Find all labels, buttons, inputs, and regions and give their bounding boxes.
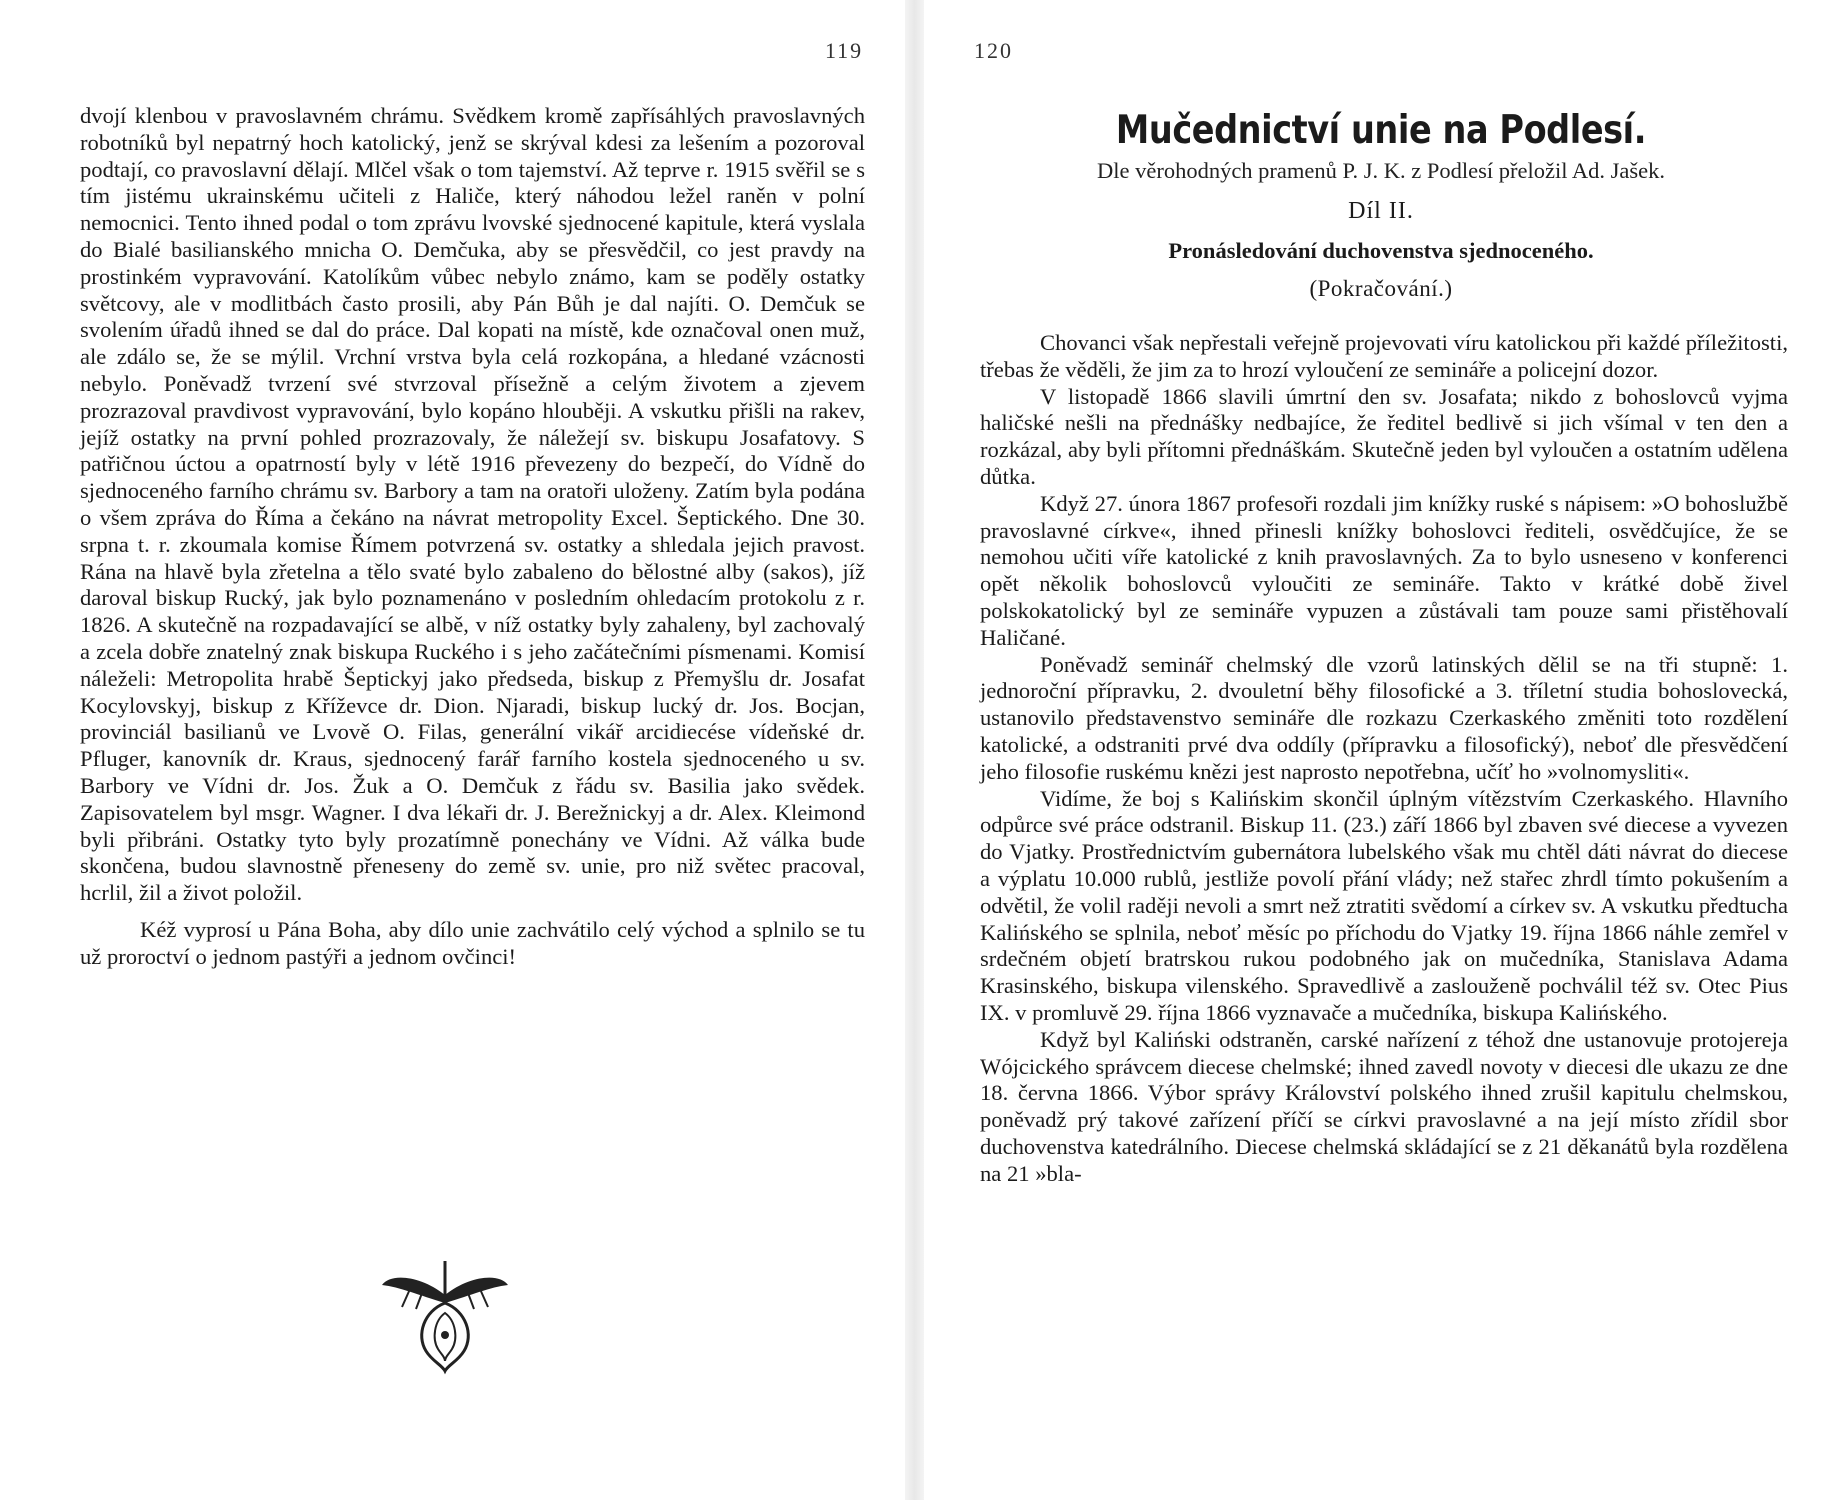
left-body-text [80, 103, 865, 971]
right-body-text [980, 330, 1788, 1188]
part-heading: Díl II. [1348, 198, 1414, 224]
paragraph: dvojí klenbou v pravoslavném chrámu. Svědkem kromě zapřísáhlých pravoslavných robotníků byl nepatrný hoch katolický, jenž se skrýval kdesi za lešením a pozoroval podtají, co pravoslavní dělají. Mlčel však o tom tajemství. Až teprve r. 1915 svěřil se s tím jistému ukrainskému učiteli z Haliče, který náhodou ležel raněn v polní nemocnici. Tento ihned podal o tom zprávu lvovské sjednocené kapitule, která vyslala do Bialé basilianského mnicha O. Demčuka, aby se přesvědčil, co jest pravdy na prostinkém vypravování. Katolíkům vůbec nebylo známo, kam se poděly ostatky světcovy, ale v modlitbách často prosili, aby Pán Bůh je dal najíti. O. Demčuk se svolením úřadů ihned se dal do práce. Dal kopati na místě, kde označoval onen muž, ale zdálo se, že se mýlil. Vrchní vrstva byla celá rozkopána, a hledané vzácnosti nebylo. Poněvadž tvrzení své stvrzoval přísežně a celým životem a zjevem prozrazoval pravdivost vypravování, bylo kopáno hlouběji. A vskutku přišli na rakev, jejíž ostatky na první pohled prozrazovaly, že náležejí sv. biskupu Josafatovy. S patřičnou úctou a opatrností byly v létě 1916 převezeny do bezpečí, do Vídně do sjednoceného farního chrámu sv. Barbory a tam na oratoři uloženy. Zatím byla podána o všem zpráva do Říma a čekáno na návrat metropolity Excel. Šeptického. Dne 30. srpna t. r. zkoumala komise Římem potvrzená sv. ostatky a shledala jejich pravost. Rána na hlavě byla zřetelna a tělo svaté bylo zabaleno do bělostné alby (sakos), jíž daroval biskup Rucký, jak bylo poznamenáno v posledním ohledacím protokolu z r. 1826. A skutečně na rozpadavající se albě, v níž ostatky byly zahaleny, byl zachovalý a zcela dobře znatelný znak biskupa Ruckého i s jeho začátečními písmenami. Komisí náleželi: Metropolita hrabě Šeptickyj jako předseda, biskup z Přemyšlu dr. Josafat Kocylovskyj, biskup z Kříževce dr. Dion. Njaradi, biskup lucký dr. Jos. Bocjan, provinciál basilianů ve Lvově O. Filas, generální vikář arcidiecése vídeňské dr. Pfluger, kanovník dr. Kraus, sjednocený farář farního kostela sjednoceného u sv. Barbory ve Vídni dr. Jos. Žuk a O. Demčuk z řádu sv. Basilia jako svědek. Zapisovatelem byl msgr. Wagner. I dva lékaři dr. J. Berežnickyj a dr. Alex. Kleimond byli přibráni. Ostatky tyto byly prozatímně ponechány ve Vídni. Až válka bude skončena, budou slavnostně přeneseny do země sv. unie, pro niž světec pracoval, hcrlil, žil a život položil. [80, 103, 865, 906]
left-page [0, 0, 905, 1500]
paragraph: Chovanci však nepřestali veřejně projevovati víru katolickou při každé příležitosti, třebas že věděli, že jim za to hrozí vyloučení ze semináře a policejní dozor. [980, 330, 1788, 382]
book-gutter [905, 0, 924, 1500]
paragraph: Poněvadž seminář chelmský dle vzorů latinských dělil se na tři stupně: 1. jednoroční přípravku, 2. dvouletní běhy filosofické a 3. tříletní studia bohoslovecká, ustanovilo představenstvo semináře dle rozkazu Czerkaského změniti toto rozdělení katolické, a odstraniti prvé dva oddíly (přípravku a filosofický), neboť dle přesvědčení jeho filosofie ruskému knězi jest naprosto nepotřebna, učíť ho »volnomysliti«. [980, 651, 1788, 784]
article-title: Mučednictví unie na Podlesí. [1115, 108, 1647, 153]
paragraph: Když byl Kaliński odstraněn, carské nařízení z téhož dne ustanovuje protojereja Wójcického správcem diecese chelmské; ihned zavedl novoty v diecesi dle ukazu ze dne 18. června 1866. Výbor správy Království polského ihned zrušil kapitulu chelmskou, poněvadž prý takové zařízení příčí se církvi pravoslavné a na její místo zřídil sbor duchovenstva katedrálního. Diecese chelmská skládající se z 21 děkanátů byla rozdělena na 21 »bla- [980, 1026, 1788, 1186]
right-page [924, 0, 1838, 1500]
article-credit: Dle věrohodných pramenů P. J. K. z Podlesí přeložil Ad. Jašek. [1096, 158, 1666, 183]
page-number: 119 [825, 38, 864, 63]
paragraph: Vidíme, že boj s Kalińskim skončil úplným vítězstvím Czerkaského. Hlavního odpůrce své práce odstranil. Biskup 11. (23.) září 1866 byl zbaven své diecese a vyvezen do Vjatky. Prostřednictvím gubernátora lubelského však mu chtěl dáti návrat do diecese a výplatu 10.000 rublů, jestliže povolí přání vlády; než stařec zhrdl tímto pokušením a odvětil, že volil raději nevoli a smrt než ztratiti svědomí a církev sv. A vskutku předtucha Kalińského se splnila, neboť měsíc po příchodu do Vjatky 19. října 1866 náhle zemřel v srdečném objetí bratrskou rukou podobného jak on mučedníka, Stanislava Adama Krasinského, biskupa vilenského. Spravedlivě a zaslouženě pochválil též sv. Otec Pius IX. v promluvě 29. října 1866 vyznavače a mučedníka, biskupa Kalińského. [980, 785, 1788, 1025]
closing-paragraph: Kéž vyprosí u Pána Boha, aby dílo unie zachvátilo celý východ a splnilo se tu už proroctví o jednom pastýři a jednom ovčinci! [80, 916, 865, 969]
floral-ornament-icon [380, 1255, 510, 1375]
page-number: 120 [974, 38, 1013, 63]
section-title: Pronásledování duchovenstva sjednoceného. [1168, 238, 1594, 263]
continued-note: (Pokračování.) [1309, 276, 1453, 301]
paragraph: Když 27. února 1867 profesoři rozdali jim knížky ruské s nápisem: »O bohoslužbě pravoslavné církve«, ihned přinesli knížky bohoslovci řediteli, osvědčujíce, že se nemohou učiti víře katolické z knih pravoslavných. Za to bylo usneseno v konferenci opět několik bohoslovců vyloučiti ze semináře. Takto v krátké době živel polskokatolický byl ze semináře vypuzen a zůstávali tam pouze sami přistěhovalí Haličané. [980, 490, 1788, 650]
paragraph: V listopadě 1866 slavili úmrtní den sv. Josafata; nikdo z bohoslovců vyjma haličské nešli na přednášky nedbajíce, že ředitel bedlivě si jich všímal v ten den a rozkázal, aby byli přítomni přednáškám. Skutečně jeden byl vyloučen a ostatním udělena důtka. [980, 383, 1788, 489]
